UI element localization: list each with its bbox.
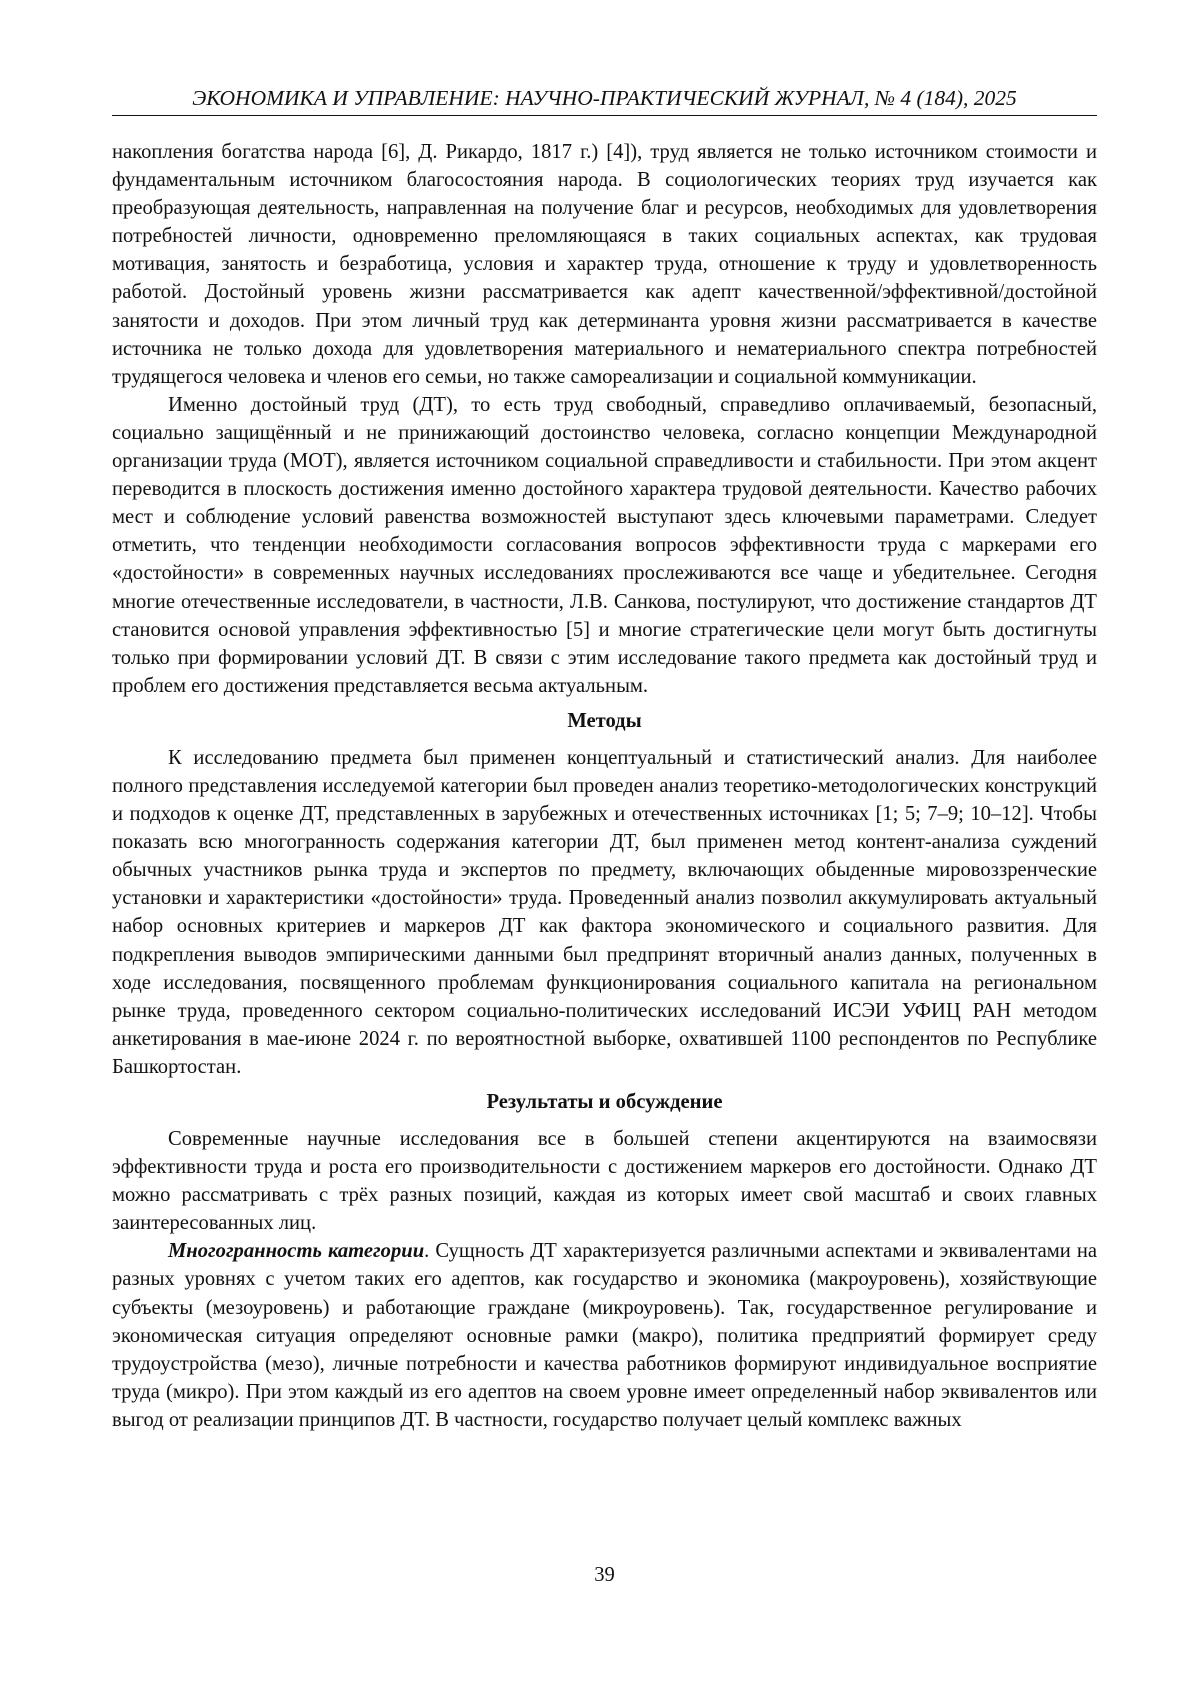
header-rule (112, 115, 1097, 116)
section-heading-results: Результаты и обсуждение (486, 1091, 723, 1113)
emphasis-lead: Многогранность категории (168, 1240, 425, 1263)
section-heading-methods: Методы (567, 709, 642, 732)
paragraph-methods: К исследованию предмета был применен концептуальный и статистический анализ. Для наиболее полного представления исследуемой категории был проведен анализ теоретико-методологических конструкций и подходов к оценке ДТ, представленных в зарубежных и отечественных источниках [1; 5; 7–9; 10–12]. Чтобы показать всю многогранность содержания категории ДТ, был применен метод контент-анализа суждений обычных участников рынка труда и экспертов по предмету, включающих обыденные мировоззренческие установки и характеристики «достойности» труда. Проведенный анализ позволил аккумулировать актуальный набор основных критериев и маркеров ДТ как фактора экономического и социального развития. Для подкрепления выводов эмпирическими данными был предпринят вторичный анализ данных, полученных в ходе исследования, посвященного проблемам функционирования социального капитала на региональном рынке труда, проведенного сектором социально-политических исследований ИСЭИ УФИЦ РАН методом анкетирования в мае-июне 2024 г. по вероятностной выборке, охватившей 1100 респондентов по Республике Башкортостан. (112, 746, 1097, 1078)
paragraph-continuation: накопления богатства народа [6], Д. Рикардо, 1817 г.) [4]), труд является не только источником стоимости и фундаментальным источником благосостояния народа. В социологических теориях труд изучается как преобразующая деятельность, направленная на получение благ и ресурсов, необходимых для удовлетворения потребностей личности, одновременно преломляющаяся в таких социальных аспектах, как трудовая мотивация, занятость и безработица, условия и характер труда, отношение к труду и удовлетворенность работой. Достойный уровень жизни рассматривается как адепт качественной/эффективной/достойной занятости и доходов. При этом личный труд как детерминанта уровня жизни рассматривается в качестве источника не только дохода для удовлетворения материального и нематериального спектра потребностей трудящегося человека и членов его семьи, но также самореализации и социальной коммуникации. (112, 141, 1097, 388)
paragraph-results-intro: Современные научные исследования все в большей степени акцентируются на взаимосвязи эффективности труда и роста его производительности с достижением маркеров его достойности. Однако ДТ можно рассматривать с трёх разных позиций, каждая из которых имеет свой масштаб и своих главных заинтересованных лиц. (112, 1128, 1097, 1235)
paragraph-decent-work: Именно достойный труд (ДТ), то есть труд свободный, справедливо оплачиваемый, безопасный, социально защищённый и не принижающий достоинство человека, согласно концепции Международной организации труда (МОТ), является источником социальной справедливости и стабильности. При этом акцент переводится в плоскость достижения именно достойного характера трудовой деятельности. Качество рабочих мест и соблюдение условий равенства возможностей выступают здесь ключевыми параметрами. Следует отметить, что тенденции необходимости согласования вопросов эффективности труда с маркерами его «достойности» в современных научных исследованиях прослеживаются все чаще и убедительнее. Сегодня многие отечественные исследователи, в частности, Л.В. Санкова, постулируют, что достижение стандартов ДТ становится основой управления эффективностью [5] и многие стратегические цели могут быть достигнуты только при формировании условий ДТ. В связи с этим исследование такого предмета как достойный труд и проблем его достижения представляется весьма актуальным. (112, 393, 1097, 697)
article-body (112, 138, 1097, 1434)
paragraph-multifaceted (112, 1237, 1097, 1434)
paragraph-multifaceted-text: . Сущность ДТ характеризуется различными аспектами и эквивалентами на разных уровнях с учетом таких его адептов, как государство и экономика (макроуровень), хозяйствующие субъекты (мезоуровень) и работающие граждане (микроуровень). Так, государственное регулирование и экономическая ситуация определяют основные рамки (макро), политика предприятий формирует среду трудоустройства (мезо), личные потребности и качества работников формируют индивидуальное восприятие труда (микро). При этом каждый из его адептов на своем уровне имеет определенный набор эквивалентов или выгод от реализации принципов ДТ. В частности, государство получает целый комплекс важных (112, 1240, 1098, 1431)
page-number: 39 (594, 1564, 615, 1586)
running-header: ЭКОНОМИКА И УПРАВЛЕНИЕ: НАУЧНО-ПРАКТИЧЕСКИЙ ЖУРНАЛ, № 4 (184), 2025 (192, 86, 1017, 110)
